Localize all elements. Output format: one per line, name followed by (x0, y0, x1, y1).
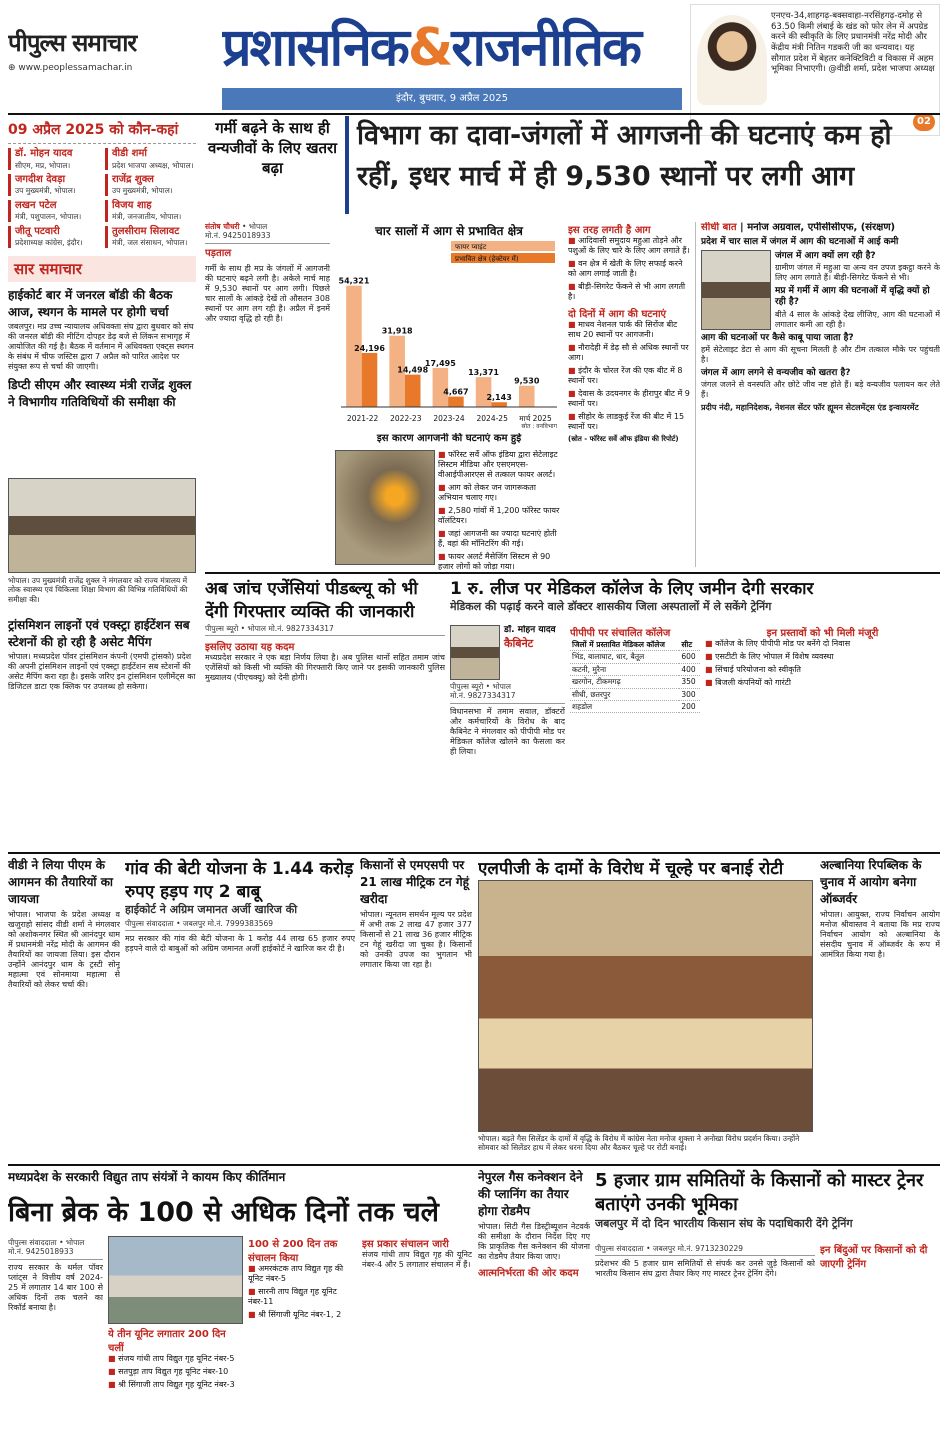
power-box-1-list (108, 1354, 243, 1390)
medical-table-row (570, 663, 700, 675)
chart-tick-label: 2021-22 (346, 414, 379, 423)
chart-tick-label: 2024-25 (476, 414, 508, 423)
scheme-story (125, 856, 355, 1161)
qa-q2: मप्र में गर्मी में आग की घटनाओं में वृद्धि क्यों हो रही है? (775, 286, 930, 308)
power-story (8, 1236, 103, 1436)
row-rule-2 (8, 852, 940, 854)
schedule-person (105, 148, 196, 170)
scheme-phone: मो.नं. 7999383569 (207, 919, 274, 928)
heat-byline: संतोष चौधरी • भोपाल मो.नं. 9425018933 (205, 220, 330, 244)
chart-bar (491, 402, 507, 407)
proposal-item: ■ सिंचाई परियोजना को स्वीकृति (705, 665, 940, 675)
mid-rule (205, 572, 940, 574)
medical-seats: 600 (679, 651, 700, 663)
fire-cause-item: ■ जहां आगजनी का ज्यादा घटनाएं होती हैं, वहां की मॉनिटरिंग की गई। (438, 529, 563, 549)
heat-author: संतोष चौधरी (205, 222, 240, 231)
power-byline (8, 1236, 103, 1260)
medical-byline (450, 680, 565, 704)
gas-sub: आत्मनिर्भरता की ओर कदम (478, 1268, 579, 1279)
lpg-protest-photo (478, 880, 813, 1132)
heat-headline[interactable]: गर्मी बढ़ने के साथ ही वन्यजीवों के लिए खतरा बढ़ा (207, 119, 338, 177)
qa-a4: जंगल जलने से वनस्पति और छोटे जीव नष्ट होते हैं। बड़े वन्यजीव पलायन कर लेते हैं। (701, 380, 940, 399)
power-box-2-item: ■ सारनी ताप विद्युत गृह यूनिट नंबर-11 (248, 1287, 358, 1307)
albania-body: भोपाल। आयुक्त, राज्य निर्वाचन आयोग मनोज श्रीवास्तव ने बताया कि मप्र राज्य निर्वाचन आयोग को अल्बानिया के संसदीय चुनाव में ऑब्जर्वर के रूप में आमंत्रित किया गया है। (820, 910, 940, 959)
pwd-headline[interactable]: अब जांच एजेंसियां पीडब्ल्यू को भी देंगी गिरफ्तार व्यक्ति की जानकारी (205, 579, 418, 622)
heat-phone: मो.नं. 9425018933 (205, 231, 271, 241)
fire-points-list (568, 236, 690, 302)
globe-icon: ⊕ (8, 63, 16, 73)
medical-seats: 400 (679, 663, 700, 675)
schedule-person-name: जगदीश देवड़ा (15, 173, 66, 185)
power-box-2-head: 100 से 200 दिन तक संचालन किया (248, 1239, 338, 1264)
power-box-1 (108, 1326, 243, 1436)
medical-district: भिंड, बालाघाट, धार, बैतूल (570, 651, 679, 663)
chart-data-label: 17,495 (424, 358, 456, 368)
section-title-b: राजनीतिक (451, 18, 640, 78)
chart-legend-label: प्रभावित क्षेत्र (हेक्टेयर में) (455, 255, 519, 263)
masthead-brand (8, 26, 218, 74)
fire-cause-item: ■ आग को लेकर जन जागरूकता अभियान चलाए गए। (438, 483, 563, 503)
scheme-body: मप्र सरकार की गांव की बेटी योजना के 1 करोड़ 44 लाख 65 हजार रुपए हड़पने वाले दो बाबुओं को अग्रिम जमानत अर्जी हाईकोर्ट ने खारिज कर दी है। (125, 934, 355, 954)
qa-box (695, 222, 940, 567)
farmers-story (595, 1242, 815, 1437)
power-box-1-item: ■ सतपुड़ा ताप विद्युत गृह यूनिट नंबर-10 (108, 1367, 243, 1377)
review-caption-text: भोपाल। उप मुख्यमंत्री राजेंद्र शुक्ल ने मंगलवार को राज्य मंत्रालय में लोक स्वास्थ्य एवं चिकित्सा शिक्षा विभाग की विभिन्न गतिविधियों की समीक्षा की। (8, 576, 188, 604)
chart-bar (448, 397, 464, 407)
saar-story-1-body: जबलपुर। मप्र उच्च न्यायालय अधिवक्ता संघ द्वारा बुधवार को संघ की जनरल बॉडी की मीटिंग दोपहर डेढ़ बजे से लिंकन सभागृह में आयोजित की गई है। बैठक में वर्तमान में अधिवक्ता एक्ट्स स्थगन के संबंध में चीफ जस्टिस द्वारा 7 अप्रैल को पारित आदेश पर संयुक्त रूप से चर्चा की जाएगी। (8, 321, 194, 371)
chart-svg (335, 239, 563, 429)
scheme-subhead: हाईकोर्ट ने अग्रिम जमानत अर्जी खारिज की (125, 903, 298, 916)
medical-seats: 300 (679, 688, 700, 700)
fire-event-item: ■ माधव नेशनल पार्क की सिरोंज बीट साथ 20 स्थानों पर आगजनी। (568, 320, 690, 340)
gas-headline[interactable]: नेपुरल गैस कनेक्शन देने की प्लानिंग का तैयार होगा रोडमैप (478, 1170, 583, 1218)
saar-story-1-title[interactable]: हाईकोर्ट बार में जनरल बॉडी की बैठक आज, स्थगन के मामले पर होगी चर्चा (8, 287, 173, 319)
proposals-list (705, 639, 940, 688)
scheme-byline (125, 917, 355, 931)
chart-data-label: 9,530 (514, 376, 540, 386)
brand-name: पीपुल्स समाचार (8, 29, 137, 57)
pwd-byline (205, 622, 445, 636)
fire-causes-heading: इस कारण आगजनी की घटनाएं कम हुई (376, 433, 522, 444)
schedule-person-name: डॉ. मोहन यादव (15, 148, 73, 159)
schedule-person-detail: प्रदेश भाजपा अध्यक्ष, भोपाल। (112, 160, 194, 170)
saar-story-2[interactable] (8, 376, 196, 410)
medical-table-row (570, 651, 700, 663)
chart-data-label: 54,321 (338, 276, 370, 286)
medical-proposals (705, 625, 940, 850)
fire-chart (335, 222, 563, 432)
chart-tick-label: 2023-24 (433, 414, 465, 423)
wheat-story (360, 856, 472, 1161)
chart-legend-label: फायर प्वाइंट (455, 243, 487, 251)
medical-col-1: जिलों में प्रस्तावित मेडिकल कॉलेज (570, 639, 679, 651)
fire-point-item: ■ बीड़ी-सिगरेट फेंकने से भी आग लगती है। (568, 282, 690, 302)
medical-subhead: मेडिकल की पढ़ाई करने वाले डॉक्टर शासकीय जिला अस्पतालों में ले सकेंगे ट्रेनिंग (450, 600, 772, 613)
proposal-item: ■ एसटीटी के लिए भाेपाल में विशेष व्यवस्था (705, 652, 940, 662)
power-body: राज्य सरकार के थर्मल पॉवर प्लांट्स ने वित्तीय वर्ष 2024-25 में लगातार 14 बार 100 से अधिक दिनों तक चलने का रिकॉर्ड बनाया है। (8, 1262, 103, 1312)
medical-seats: 200 (679, 700, 700, 712)
fire-event-item: ■ सीहोर के लाडकुई रेंज की बीट में 15 स्थानों पर। (568, 412, 690, 432)
qa-q3: आग की घटनाओं पर कैसे काबू पाया जाता है? (701, 332, 854, 343)
farmers-box-head: इन बिंदुओं पर किसानों को दी जाएगी ट्रेनिंग (820, 1245, 928, 1270)
review-caption (8, 576, 196, 610)
fire-point-item: ■ आदिवासी समुदाय महुआ तोड़ने और पशुओं के लिए चारे के लिए आग लगाते हैं। (568, 236, 690, 256)
farmers-body: प्रदेशभर की 5 हजार ग्राम समितियों से संपर्क कर उनसे जुड़े किसानों को भारतीय किसान संघ द्वारा तैयार किए गए मास्टर ट्रेनर ट्रेनिंग देंगे। (595, 1259, 815, 1279)
power-box-1-item: ■ श्री सिंगाजी ताप विद्युत गृह यूनिट नंबर-3 (108, 1380, 243, 1390)
power-plant-photo (108, 1236, 243, 1324)
lpg-head (478, 856, 813, 878)
chart-bar (519, 386, 535, 407)
qa-a1: ग्रामीण जंगल में महुआ या अन्य वन उपज इकट्ठा करने के लिए आग लगाते हैं। बीड़ी-सिगरेट फेंकने से भी। (775, 263, 940, 282)
medical-district: शहडोल (570, 700, 679, 712)
chart-data-label: 24,196 (354, 343, 385, 353)
power-box-2-list (248, 1264, 358, 1320)
farmers-phone: मो.नं. 9713230229 (677, 1244, 744, 1253)
lpg-caption-text: भोपाल। बढ़ते गैस सिलेंडर के दामों में वृद्धि के विरोध में कांग्रेस नेता मनोज शुक्ला ने अनोखा विरोध प्रदर्शन किया। उन्होंने सोमवार को सिलेंडर हाथ में लेकर धरना दिया और बैठकर चूल्हे पर रोटी बनाई। (478, 1134, 800, 1153)
schedule-person (105, 200, 196, 222)
power-box-1-item: ■ संजय गांधी ताप विद्युत गृह यूनिट नंबर-5 (108, 1354, 243, 1364)
pwd-phone: मो.नं. 9827334317 (268, 624, 334, 633)
cm-name: डॉ. मोहन यादव (504, 625, 556, 635)
chart-data-label: 4,667 (443, 387, 469, 397)
chart-title: चार सालों में आग से प्रभावित क्षेत्र (375, 224, 523, 238)
chart-bar (405, 375, 421, 407)
lpg-caption (478, 1134, 813, 1162)
qa-a2: बीते 4 साल के आंकड़े देख लीजिए, आग की घटनाओं में लगातार कमी आ रही है। (775, 309, 940, 329)
qa-expert: प्रदीप नंदी, महानिदेशक, नेशनल सेंटर फॉर ह्यूमन सेटलमेंट्स एंड इन्वायरमेंट (701, 403, 919, 412)
schedule-person (8, 148, 99, 170)
pwd-body: मध्यप्रदेश सरकार ने एक बड़ा निर्णय लिया है। अब पुलिस थानों सहित तमाम जांच एजेंसियों को किसी भी व्यक्ति की गिरफ्तारी किए जाने पर इसकी जानकारी पुलिस मुख्यालय (पीएचक्यू) को देनी होगी। (205, 653, 445, 683)
qa-tag: सीधी बात (701, 222, 737, 233)
chart-data-label: 31,918 (381, 326, 413, 336)
chart-data-label: 14,498 (397, 365, 429, 375)
medical-table-heading: पीपीपी पर संचालित कॉलेज (570, 628, 671, 639)
power-byline-text: पीपुल्स संवाददाता • भोपाल (8, 1238, 85, 1247)
fire-event-item: ■ इंदौर के चोरल रेंज की एक बीट में 8 स्थानों पर। (568, 366, 690, 386)
dateline: इंदौर, बुधवार, 9 अप्रैल 2025 (222, 88, 682, 110)
pwd-story (205, 576, 445, 846)
medical-seats: 350 (679, 676, 700, 688)
forest-fire-photo (335, 450, 435, 565)
proposals-heading: इन प्रस्तावों को भी मिली मंजूरी (766, 628, 879, 639)
schedule-heading: 09 अप्रैल 2025 को कौन-कहां (8, 118, 196, 144)
top-rule (8, 113, 940, 115)
power-headline[interactable]: बिना ब्रेक के 100 से अधिक दिनों तक चले (8, 1197, 439, 1228)
gas-story (478, 1168, 590, 1438)
gas-body: भोपाल। सिटी गैस डिस्ट्रीब्यूशन नेटवर्क की समीक्षा के दौरान निर्देश दिए गए कि प्राकृतिक गैस कनेक्शन की योजना का रोडमैप तैयार किया जाए। (478, 1222, 590, 1261)
qa-a3: हमें सेटेलाइट डेटा से आग की सूचना मिलती है और टीम तत्काल मौके पर पहुंचती है। (701, 344, 940, 364)
power-box-2 (248, 1236, 358, 1436)
fire-cause-item: ■ फॉरेस्ट सर्वे ऑफ इंडिया द्वारा सेटेलाइट सिस्टम मीडिया और एसएमएस-वीआईपीआरएस से तत्काल फायर अलर्ट। (438, 450, 563, 480)
fire-points-subheading: दो दिनों में आग की घटनाएं (568, 309, 667, 320)
fire-points-note: (स्रोत - फॉरेस्ट सर्वे ऑफ इंडिया की रिपोर्ट) (568, 435, 679, 443)
qa-q4: जंगल में आग लगने से वन्यजीव को खतरा है? (701, 367, 851, 378)
chart-tick-label: 2022-23 (390, 414, 422, 423)
saar-story-2-title[interactable]: डिप्टी सीएम और स्वास्थ्य मंत्री राजेंद्र शुक्ल ने विभागीय गतिविधियों की समीक्षा की (8, 377, 192, 409)
saar-story-3-title[interactable]: ट्रांसमिशन लाइनों एवं एक्स्ट्रा हाईटेंशन सब स्टेशनों की हो रही है असेट मैपिंग (8, 618, 190, 649)
farmers-head (595, 1168, 940, 1238)
schedule-person-detail: मंत्री, जनजातीय, भोपाल। (112, 212, 182, 222)
vd-body: भोपाल। भाजपा के प्रदेश अध्यक्ष व खजुराहो सांसद वीडी शर्मा ने मंगलवार को अशोकनगर स्थित श्री आनंदपुर धाम में प्रधानमंत्री नरेंद्र मोदी के आगमन की तैयारियों का जायजा लिया। इस दौरान उन्होंने आनंदपुर धाम के ट्रस्टी सोनू महात्मा एवं सोनमाया महात्मा से तैयारियों को लेकर चर्चा की। (8, 910, 120, 989)
medical-district: कटनी, मुरैना (570, 663, 679, 675)
farmers-byline (595, 1242, 815, 1256)
medical-table-box (570, 625, 700, 850)
schedule-person (105, 174, 196, 196)
medical-cabinet (450, 625, 565, 850)
section-title-amp: & (407, 18, 452, 78)
chart-tick-label: मार्च 2025 (519, 414, 552, 423)
fire-points (568, 222, 690, 570)
lead-headline[interactable]: विभाग का दावा-जंगलों में आगजनी की घटनाएं कम हो रहीं, इधर मार्च में ही 9,530 स्थानों पर लगी आग (345, 116, 940, 214)
advert-text: एनएच-34,शाहगढ़-बक्सवाहा-नरसिंहगढ़-दमोह से 63.50 किमी लंबाई के खंड को फोर लेन में अपग्रेड करने की स्वीकृति के लिए प्रधानमंत्री नरेंद्र मोदी और केंद्रीय मंत्री नितिन गडकरी जी का धन्यवाद। यह सौगात प्रदेश में बेहतर कनेक्टिविटी व विकास में अहम भूमिका निभाएगी। @वीडी शर्मा, प्रदेश भाजपा अध्यक्ष (771, 11, 935, 75)
page-number: 02 (913, 113, 935, 131)
power-box-2-item: ■ श्री सिंगाजी यूनिट नंबर-1, 2 (248, 1310, 358, 1320)
scheme-headline[interactable]: गांव की बेटी योजना के 1.44 करोड़ रुपए हड़प गए 2 बाबू (125, 859, 354, 902)
brand-url-text[interactable]: www.peoplessamachar.in (18, 63, 133, 73)
qa-q1: जंगल में आग क्यों लग रही है? (775, 250, 876, 261)
power-box-2-item: ■ अमरकंटक ताप विद्युत गृह की यूनिट नंबर-5 (248, 1264, 358, 1284)
heat-place: भोपाल (248, 222, 268, 231)
heat-body: गर्मी के साथ ही मप्र के जंगलों में आगजनी की घटनाएं बढ़ने लगी है। अकेले मार्च माह में 9,530 स्थानों पर आग लगी। पिछले चार सालों के आंकड़े देखें तो औसतन 308 स्थानों पर आग लग रही है। अप्रैल में इनमें और ज्यादा वृद्धि हो रही है। (205, 264, 330, 324)
section-title (222, 10, 682, 80)
medical-byline-text: पीपुल्स ब्यूरो • भोपाल (450, 682, 511, 691)
row-rule-3 (8, 1164, 940, 1166)
cabinet-tag: कैबिनेट (504, 637, 534, 651)
medical-col-2: सीट (679, 639, 700, 651)
schedule-person-name: तुलसीराम सिलावट (112, 225, 180, 237)
power-box-3-head: इस प्रकार संचालन जारी (362, 1239, 449, 1250)
albania-headline[interactable]: अल्बानिया रिपब्लिक के चुनाव में आयोग बनेगा ऑब्जर्वर (820, 858, 922, 906)
fire-points-heading: इस तरह लगती है आग (568, 225, 651, 236)
fire-point-item: ■ वन क्षेत्र में खेती के लिए सफाई करने को आग लगाई जाती है। (568, 259, 690, 279)
farmers-byline-text: पीपुल्स संवाददाता • जबलपुर (595, 1244, 676, 1253)
qa-person: मनोज अग्रवाल, एपीसीसीएफ, (संरक्षण) (747, 222, 896, 233)
wheat-headline[interactable]: किसानों से एमएसपी पर 21 लाख मीट्रिक टन गेहूं खरीदा (360, 858, 469, 906)
farmers-box (820, 1242, 940, 1437)
chart-bar (362, 353, 378, 407)
medical-table-row (570, 688, 700, 700)
medical-headline[interactable]: 1 रु. लीज पर मेडिकल कॉलेज के लिए जमीन देगी सरकार (450, 579, 814, 599)
farmers-subhead: जबलपुर में दो दिन भारतीय किसान संघ के पदाधिकारी देंगे ट्रेनिंग (595, 1217, 853, 1230)
medical-district: सीधी, छतरपुर (570, 688, 679, 700)
power-box-1-head: ये तीन यूनिट लगातार 200 दिन चलीं (108, 1329, 226, 1354)
medical-table-row (570, 700, 700, 712)
schedule-person-detail: उप मुख्यमंत्री, भोपाल। (15, 186, 76, 196)
albania-story (820, 856, 940, 1161)
chart-data-label: 2,143 (486, 393, 512, 403)
schedule-person-detail: सीएम, मप्र, भोपाल। (15, 160, 71, 170)
schedule-person (8, 200, 99, 222)
medical-body: विधानसभा में तमाम सवाल, डॉक्टरों और कर्मचारियों के विरोध के बाद कैबिनेट ने मंगलवार को पीपीपी मोड पर मेडिकल कॉलेज खोलने का फैसला कर ही लिया। (450, 706, 565, 756)
schedule-person-detail: मंत्री, जल संसाधन, भोपाल। (112, 238, 188, 248)
power-box-3 (362, 1236, 472, 1436)
schedule-grid (8, 148, 196, 248)
schedule-person-name: विजय शाह (112, 199, 152, 211)
schedule-person-detail: मंत्री, पशुपालन, भोपाल। (15, 212, 82, 222)
chart-source: स्रोत : वनविभाग (521, 423, 557, 429)
review-meeting-photo (8, 478, 196, 573)
schedule-person (105, 226, 196, 248)
advert-photo (697, 15, 767, 105)
scheme-byline-text: पीपुल्स संवाददाता • जबलपुर (125, 919, 206, 928)
schedule-person-detail: उप मुख्यमंत्री, भोपाल। (112, 186, 173, 196)
farmers-headline[interactable]: 5 हजार ग्राम समितियों के किसानों को मास्टर ट्रेनर बताएंगे उनकी भूमिका (595, 1170, 924, 1215)
saar-story-3[interactable] (8, 612, 196, 844)
schedule-person-detail: प्रदेशाध्यक्ष कांग्रेस, इंदौर। (15, 238, 83, 248)
fire-event-item: ■ नौरादेही में डेढ़ सौ से अधिक स्थानों पर आग। (568, 343, 690, 363)
heat-tag: पड़ताल (205, 247, 232, 259)
vd-headline[interactable]: वीडी ने लिया पीएम के आगमन की तैयारियों का जायजा (8, 858, 114, 906)
section-title-a: प्रशासनिक (222, 18, 408, 78)
power-phone: मो.नं. 9425018933 (8, 1247, 74, 1257)
medical-table (570, 639, 700, 713)
fire-cause-item: ■ 2,580 गांवों में 1,200 फॉरेस्ट फायर वॉलंटियर। (438, 506, 563, 526)
fire-event-item: ■ देवास के उदयनगर के हीरापुर बीट में 9 स्थानों पर। (568, 389, 690, 409)
pwd-byline-text: पीपुल्स ब्यूरो • भोपाल (205, 624, 266, 633)
schedule-person-name: लखन पटेल (15, 199, 57, 211)
proposal-item: ■ कॉलेज के लिए पीपीपी मोड पर बनेंगे दो निवास (705, 639, 940, 649)
saar-tag: सार समाचार (8, 256, 196, 282)
chart-data-label: 13,371 (468, 368, 499, 378)
qa-intro: प्रदेश में चार साल में जंगल में आग की घटनाओं में आई कमी (701, 236, 899, 247)
schedule-person-name: जीतू पटवारी (15, 225, 60, 237)
qa-portrait (701, 250, 771, 330)
fire-causes-list (438, 450, 563, 570)
schedule-person-name: वीडी शर्मा (112, 148, 147, 159)
brand-url[interactable] (8, 63, 218, 74)
proposal-item: ■ बिजली कंपनियों को गारंटी (705, 678, 940, 688)
saar-story-3-body: भोपाल। मध्यप्रदेश पॉवर ट्रांसमिशन कंपनी (एमपी ट्रांसको) प्रदेश की अपनी ट्रांसमिशन लाइनों एवं एक्स्ट्रा हाईटेंशन सब स्टेशनों की असेट मैपिंग करा रहा है। इसके जरिए इन ट्रांसमिशन एलीमेंट्स का डिजिटल डाटा एक क्लिक पर उपलब्ध हो सकेगा। (8, 652, 196, 691)
medical-table-row (570, 676, 700, 688)
medical-phone: मो.नं. 9827334317 (450, 691, 516, 701)
pwd-sub: इसलिए उठाया यह कदम (205, 642, 295, 654)
medical-district: खरगोन, टीकमगढ़ (570, 676, 679, 688)
heat-story (205, 220, 330, 575)
saar-story-1[interactable] (8, 286, 196, 372)
fire-cause-item: ■ फायर अलर्ट मैसेजिंग सिस्टम से 90 हजार लोगों को जोड़ा गया। (438, 552, 563, 570)
wheat-body: भोपाल। न्यूनतम समर्थन मूल्य पर प्रदेश में अभी तक 2 लाख 47 हजार 377 किसानों से 21 लाख 36 हजार मीट्रिक टन गेहूं खरीदा जा चुका है। किसानों को उनकी उपज का भुगतान भी लगातार किया जा रहा है। (360, 910, 472, 969)
vd-story (8, 856, 120, 1161)
cm-portrait (450, 625, 500, 680)
schedule-person (8, 174, 99, 196)
schedule-person-name: राजेंद्र शुक्ल (112, 173, 154, 185)
power-banner: मध्यप्रदेश के सरकारी विद्युत ताप संयंत्रों ने कायम किए कीर्तिमान (8, 1170, 286, 1184)
schedule-person (8, 226, 99, 248)
lpg-headline[interactable]: एलपीजी के दामों के विरोध में चूल्हे पर बनाई रोटी (478, 859, 784, 878)
chart-bar (476, 377, 492, 407)
medical-head (450, 576, 940, 620)
power-box-3-body: संजय गांधी ताप विद्युत गृह की यूनिट नंबर-4 और 5 लगातार संचालन में हैं। (362, 1250, 472, 1269)
qa-header: सीधी बात | मनोज अग्रवाल, एपीसीसीएफ, (संरक्षण) (701, 222, 896, 233)
fire-points-sublist (568, 320, 690, 432)
